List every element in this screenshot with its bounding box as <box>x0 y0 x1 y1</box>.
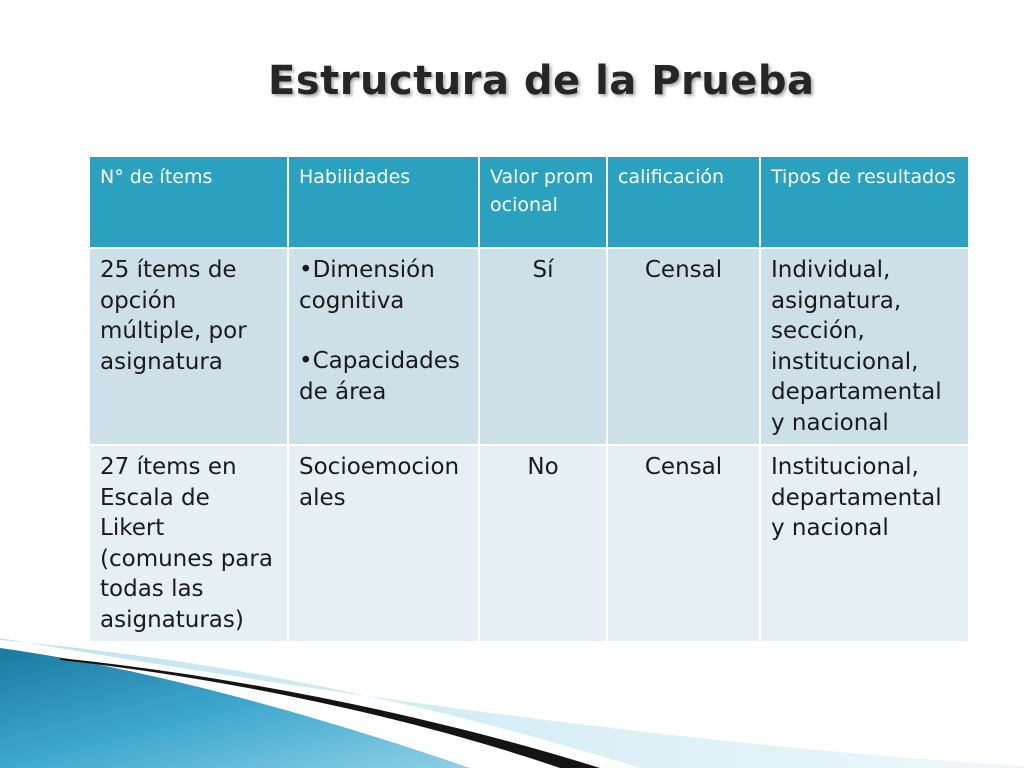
header-tipos-resultados: Tipos de resultados <box>760 156 969 248</box>
table-header-row <box>89 156 969 248</box>
bullet-item: •Capacidades de área <box>299 348 460 405</box>
cell-resultados: Individual, asignatura, sección, institucional, departamental y nacional <box>760 248 969 445</box>
swoosh-blue-band <box>0 648 470 768</box>
cell-calificacion: Censal <box>607 248 760 445</box>
decorative-swoosh <box>0 600 1024 768</box>
structure-table <box>88 155 970 643</box>
cell-valor: Sí <box>479 248 607 445</box>
header-habilidades: Habilidades <box>288 156 479 248</box>
bullet-item: •Dimensión cognitiva <box>299 257 435 314</box>
header-calificacion: calificación <box>607 156 760 248</box>
cell-habilidades <box>288 248 479 445</box>
cell-resultados: Institucional, departamental y nacional <box>760 445 969 642</box>
slide-title: Estructura de la Prueba <box>268 58 815 104</box>
cell-calificacion: Censal <box>607 445 760 642</box>
table-row <box>89 248 969 445</box>
cell-habilidades: Socioemocionales <box>288 445 479 642</box>
cell-valor: No <box>479 445 607 642</box>
cell-items: 27 ítems en Escala de Likert (comunes para todas las asignaturas) <box>89 445 288 642</box>
header-num-items: N° de ítems <box>89 156 288 248</box>
header-valor-promocional: Valor promocional <box>479 156 607 248</box>
cell-items: 25 ítems de opción múltiple, por asignatura <box>89 248 288 445</box>
